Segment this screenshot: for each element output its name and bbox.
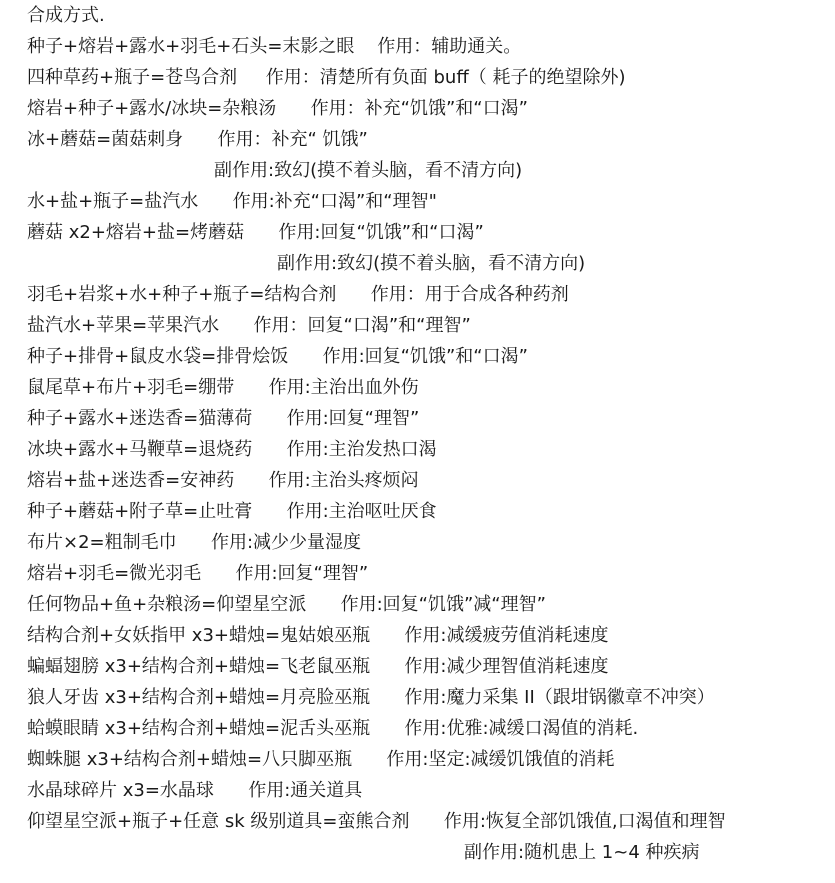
recipe-line: 羽毛+岩浆+水+种子+瓶子=结构合剂 作用：用于合成各种药剂 bbox=[27, 284, 569, 305]
side-effect-line: 副作用:致幻(摸不着头脑，看不清方向) bbox=[214, 160, 523, 181]
recipe-line: 水+盐+瓶子=盐汽水 作用:补充“口渴”和“理智" bbox=[27, 191, 437, 212]
recipe-line: 鼠尾草+布片+羽毛=绷带 作用:主治出血外伤 bbox=[27, 377, 419, 398]
recipe-line: 熔岩+盐+迷迭香=安神药 作用:主治头疼烦闷 bbox=[27, 470, 419, 491]
recipe-line: 熔岩+羽毛=微光羽毛 作用:回复“理智” bbox=[27, 563, 369, 584]
recipe-line: 四种草药+瓶子=苍鸟合剂 作用：清楚所有负面 buff（ 耗子的绝望除外) bbox=[27, 67, 626, 88]
recipe-line: 冰块+露水+马鞭草=退烧药 作用:主治发热口渴 bbox=[27, 439, 437, 460]
recipe-line: 仰望星空派+瓶子+任意 sk 级别道具=蛮熊合剂 作用:恢复全部饥饿值,口渴值和理智 bbox=[27, 811, 726, 832]
side-effect-line: 副作用:致幻(摸不着头脑，看不清方向) bbox=[277, 253, 586, 274]
recipe-line: 种子+露水+迷迭香=猫薄荷 作用:回复“理智” bbox=[27, 408, 420, 429]
recipe-line: 蘑菇 x2+熔岩+盐=烤蘑菇 作用:回复“饥饿”和“口渴” bbox=[27, 222, 484, 243]
recipe-line: 冰+蘑菇=菌菇刺身 作用：补充“ 饥饿” bbox=[27, 129, 368, 150]
recipe-line: 蝙蝠翅膀 x3+结构合剂+蜡烛=飞老鼠巫瓶 作用:减少理智值消耗速度 bbox=[27, 656, 609, 677]
recipe-line: 结构合剂+女妖指甲 x3+蜡烛=鬼姑娘巫瓶 作用:减缓疲劳值消耗速度 bbox=[27, 625, 609, 646]
doc-title: 合成方式. bbox=[27, 5, 105, 26]
recipe-line: 蜘蛛腿 x3+结构合剂+蜡烛=八只脚巫瓶 作用:坚定:减缓饥饿值的消耗 bbox=[27, 749, 615, 770]
recipe-line: 熔岩+种子+露水/冰块=杂粮汤 作用：补充“饥饿”和“口渴” bbox=[27, 98, 528, 119]
recipe-line: 蛤蟆眼睛 x3+结构合剂+蜡烛=泥舌头巫瓶 作用:优雅:减缓口渴值的消耗. bbox=[27, 718, 639, 739]
recipe-line: 狼人牙齿 x3+结构合剂+蜡烛=月亮脸巫瓶 作用:魔力采集 II（跟坩锅徽章不冲突） bbox=[27, 687, 715, 708]
recipe-line: 水晶球碎片 x3=水晶球 作用:通关道具 bbox=[27, 780, 363, 801]
recipe-line: 任何物品+鱼+杂粮汤=仰望星空派 作用:回复“饥饿”减“理智” bbox=[27, 594, 546, 615]
recipe-line: 盐汽水+苹果=苹果汽水 作用：回复“口渴”和“理智” bbox=[27, 315, 471, 336]
side-effect-line: 副作用:随机患上 1~4 种疾病 bbox=[464, 842, 700, 863]
recipe-line: 种子+熔岩+露水+羽毛+石头=末影之眼 作用：辅助通关。 bbox=[27, 36, 522, 57]
recipe-line: 种子+蘑菇+附子草=止吐膏 作用:主治呕吐厌食 bbox=[27, 501, 437, 522]
recipe-line: 种子+排骨+鼠皮水袋=排骨烩饭 作用:回复“饥饿”和“口渴” bbox=[27, 346, 528, 367]
recipe-line: 布片×2=粗制毛巾 作用:减少少量湿度 bbox=[27, 532, 362, 553]
